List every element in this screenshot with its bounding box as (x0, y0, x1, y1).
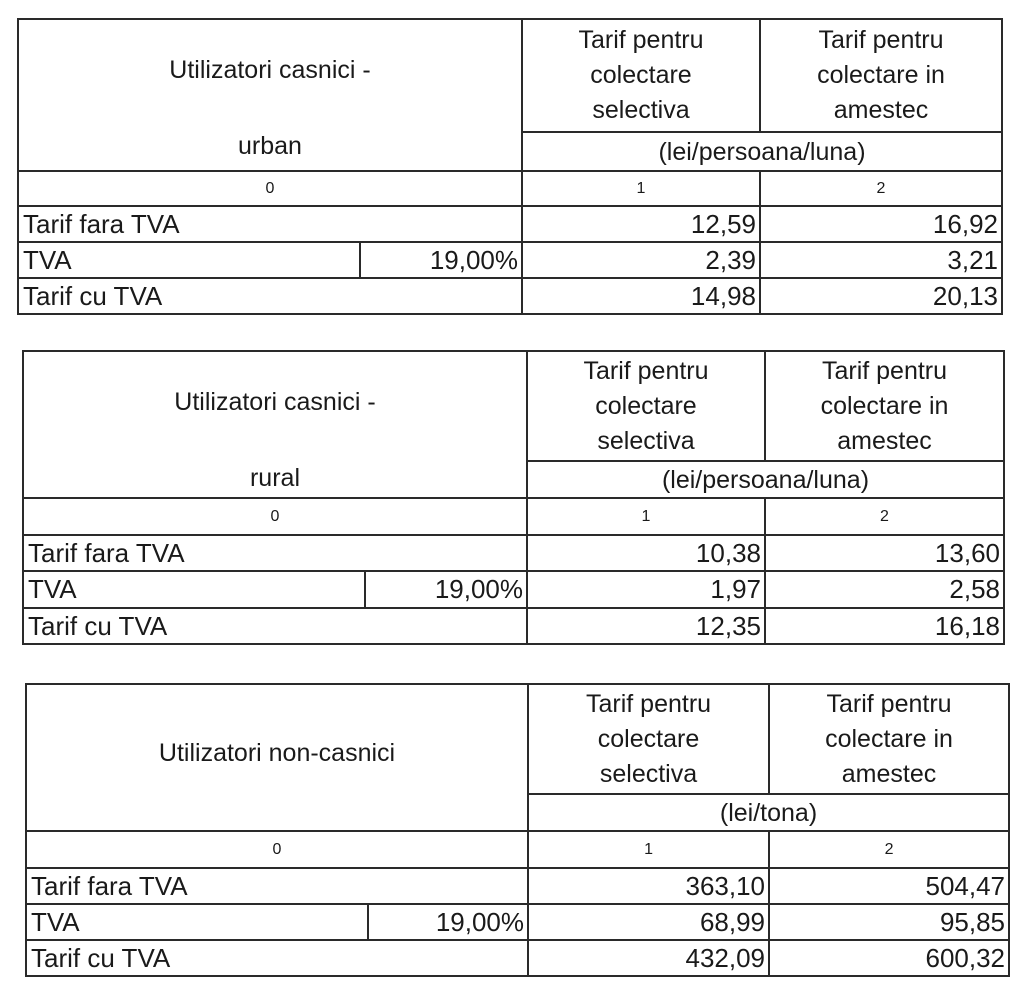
value-mixed: 20,13 (760, 278, 1002, 314)
row-label: Tarif fara TVA (26, 868, 528, 904)
title-line-1: Utilizatori non-casnici (158, 739, 396, 767)
column-index-2: 2 (769, 831, 1009, 868)
table-row (18, 206, 1002, 242)
vat-rate: 19,00% (368, 904, 528, 940)
tariff-table-non-household (25, 683, 1010, 977)
row-label: TVA (23, 571, 365, 608)
column-header-selective: Tarif pentru colectare selectiva (522, 19, 760, 132)
column-header-mixed: Tarif pentru colectare in amestec (765, 351, 1004, 461)
column-header-selective: Tarif pentru colectare selectiva (527, 351, 765, 461)
value-selective: 68,99 (528, 904, 769, 940)
value-mixed: 13,60 (765, 535, 1004, 571)
column-header-mixed: Tarif pentru colectare in amestec (760, 19, 1002, 132)
unit-label: (lei/tona) (528, 794, 1009, 831)
value-selective: 12,35 (527, 608, 765, 644)
row-label: TVA (18, 242, 360, 278)
column-index-1: 1 (522, 171, 760, 206)
value-selective: 2,39 (522, 242, 760, 278)
title-line-1: Utilizatori casnici - (169, 56, 371, 84)
value-mixed: 2,58 (765, 571, 1004, 608)
table-row (26, 940, 1009, 976)
table-title (23, 351, 527, 498)
table-title (18, 19, 522, 171)
table-row (23, 535, 1004, 571)
value-selective: 12,59 (522, 206, 760, 242)
unit-label: (lei/persoana/luna) (522, 132, 1002, 171)
column-index-0: 0 (26, 831, 528, 868)
column-index-1: 1 (528, 831, 769, 868)
column-index-0: 0 (23, 498, 527, 535)
value-mixed: 504,47 (769, 868, 1009, 904)
value-mixed: 16,18 (765, 608, 1004, 644)
unit-label: (lei/persoana/luna) (527, 461, 1004, 498)
title-line-2: urban (238, 132, 302, 160)
tariff-table-rural (22, 350, 1005, 645)
column-index-0: 0 (18, 171, 522, 206)
column-header-selective: Tarif pentru colectare selectiva (528, 684, 769, 794)
table-row (26, 868, 1009, 904)
row-label: Tarif fara TVA (23, 535, 527, 571)
table-row (18, 242, 1002, 278)
table-row (23, 571, 1004, 608)
value-mixed: 600,32 (769, 940, 1009, 976)
table-row (23, 608, 1004, 644)
value-mixed: 16,92 (760, 206, 1002, 242)
value-selective: 432,09 (528, 940, 769, 976)
title-line-1: Utilizatori casnici - (174, 388, 376, 416)
column-index-2: 2 (760, 171, 1002, 206)
value-mixed: 95,85 (769, 904, 1009, 940)
tariff-table-urban (17, 18, 1003, 315)
row-label: TVA (26, 904, 368, 940)
table-title (26, 684, 528, 831)
vat-rate: 19,00% (365, 571, 527, 608)
row-label: Tarif cu TVA (18, 278, 522, 314)
table-row (18, 278, 1002, 314)
column-index-2: 2 (765, 498, 1004, 535)
column-index-1: 1 (527, 498, 765, 535)
row-label: Tarif cu TVA (23, 608, 527, 644)
value-mixed: 3,21 (760, 242, 1002, 278)
value-selective: 363,10 (528, 868, 769, 904)
title-line-2: rural (249, 464, 300, 492)
column-header-mixed: Tarif pentru colectare in amestec (769, 684, 1009, 794)
table-row (26, 904, 1009, 940)
value-selective: 1,97 (527, 571, 765, 608)
row-label: Tarif fara TVA (18, 206, 522, 242)
vat-rate: 19,00% (360, 242, 522, 278)
row-label: Tarif cu TVA (26, 940, 528, 976)
value-selective: 10,38 (527, 535, 765, 571)
value-selective: 14,98 (522, 278, 760, 314)
